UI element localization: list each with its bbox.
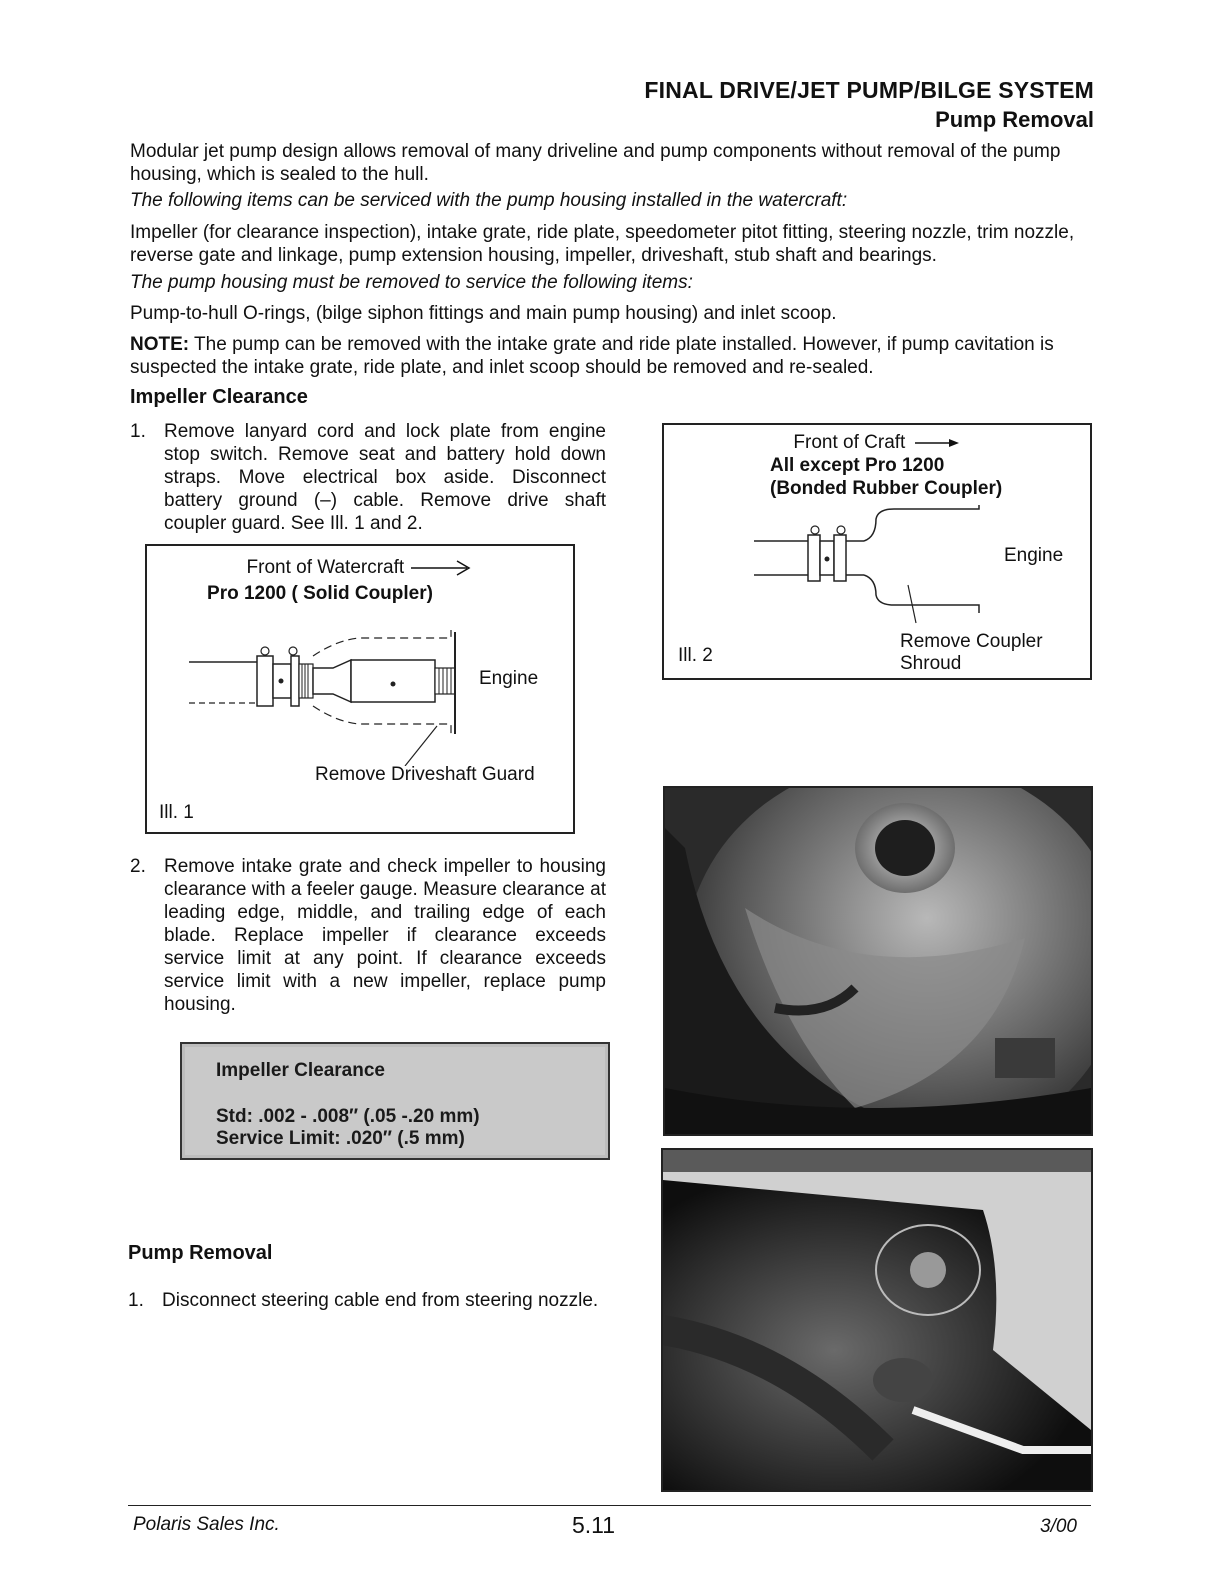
ill1-front-text: Front of Watercraft: [246, 557, 405, 578]
impeller-clearance-spec: [180, 1042, 610, 1160]
pump-removal-heading: Pump Removal: [128, 1242, 273, 1264]
serviceable-intro: The following items can be serviced with the pump housing installed in the watercraft:: [130, 190, 848, 211]
section-title: FINAL DRIVE/JET PUMP/BILGE SYSTEM: [644, 77, 1094, 103]
impeller-photo: [663, 786, 1093, 1136]
ill2-front-text: Front of Craft: [793, 432, 906, 453]
ill2-title-2: (Bonded Rubber Coupler): [770, 478, 1003, 499]
pump-photo: [661, 1148, 1093, 1492]
impeller-clearance-heading: Impeller Clearance: [130, 386, 308, 408]
subsection-title: Pump Removal: [935, 107, 1094, 132]
step-number: 1.: [128, 1290, 144, 1311]
spec-std: Std: .002 - .008″ (.05 -.20 mm): [216, 1106, 480, 1127]
ill2-engine-label: Engine: [1004, 545, 1064, 566]
footer-rule: [128, 1505, 1091, 1506]
ill2-front-label: [664, 431, 1090, 454]
spec-title: Impeller Clearance: [216, 1060, 385, 1081]
ill1-front-label: [147, 556, 573, 579]
step-number: 2.: [130, 856, 146, 877]
note-label: NOTE:: [130, 334, 190, 355]
page-number: 5.11: [572, 1512, 616, 1538]
serviceable-items: Impeller (for clearance inspection), intake grate, ride plate, speedometer pitot fitting, steering nozzle, trim nozzle, reverse gate and linkage, pump extension housing, impeller, driveshaft, stub shaft and bearings.: [130, 222, 1075, 266]
impeller-step-1: [130, 420, 606, 535]
arrow-right-icon: [911, 436, 961, 450]
pump-photo-image: [663, 1150, 1091, 1490]
ill1-title: Pro 1200 ( Solid Coupler): [207, 583, 433, 604]
spec-limit: Service Limit: .020″ (.5 mm): [216, 1128, 465, 1149]
impeller-step-2: [130, 855, 606, 1016]
arrow-right-icon: [409, 560, 473, 576]
step-text: Disconnect steering cable end from steering nozzle.: [162, 1290, 599, 1311]
ill1-label: Ill. 1: [159, 802, 194, 823]
step-text: Remove lanyard cord and lock plate from engine stop switch. Remove seat and battery hold down straps. Move electrical box aside. Disconnect battery ground (–) cable. Remove drive shaft coupler guard. See Ill. 1 and 2.: [164, 421, 606, 534]
step-text: Remove intake grate and check impeller to housing clearance with a feeler gauge. Measure clearance at leading edge, middle, and trailing edge of each blade. Replace impeller if clearance exceeds service limit at any point. If clearance exceeds service limit with a new impeller, replace pump housing.: [164, 856, 606, 1015]
footer-date: 3/00: [1040, 1516, 1077, 1537]
ill2-label: Ill. 2: [678, 645, 713, 666]
ill2-shroud-label-2: Shroud: [900, 653, 962, 674]
ill2-shroud-label-1: Remove Coupler: [900, 631, 1043, 652]
removal-items: Pump-to-hull O-rings, (bilge siphon fittings and main pump housing) and inlet scoop.: [130, 303, 837, 324]
solid-coupler-diagram: [147, 616, 573, 766]
step-number: 1.: [130, 421, 146, 442]
footer-company: Polaris Sales Inc.: [133, 1514, 280, 1535]
note: [130, 333, 1095, 379]
ill1-guard-label: Remove Driveshaft Guard: [315, 764, 535, 785]
intro-paragraph: Modular jet pump design allows removal of many driveline and pump components without removal of the pump housing, which is sealed to the hull.: [130, 141, 1061, 185]
illustration-2: [662, 423, 1092, 680]
illustration-1: [145, 544, 575, 834]
ill1-engine-label: Engine: [479, 668, 539, 689]
impeller-photo-image: [665, 788, 1091, 1134]
ill2-title-1: All except Pro 1200: [770, 455, 945, 476]
pump-step-1: [128, 1289, 604, 1312]
removal-intro: The pump housing must be removed to service the following items:: [130, 272, 693, 293]
note-text: The pump can be removed with the intake grate and ride plate installed. However, if pump cavitation is suspected the intake grate, ride plate, and inlet scoop should be removed and re-sealed.: [130, 334, 1054, 378]
